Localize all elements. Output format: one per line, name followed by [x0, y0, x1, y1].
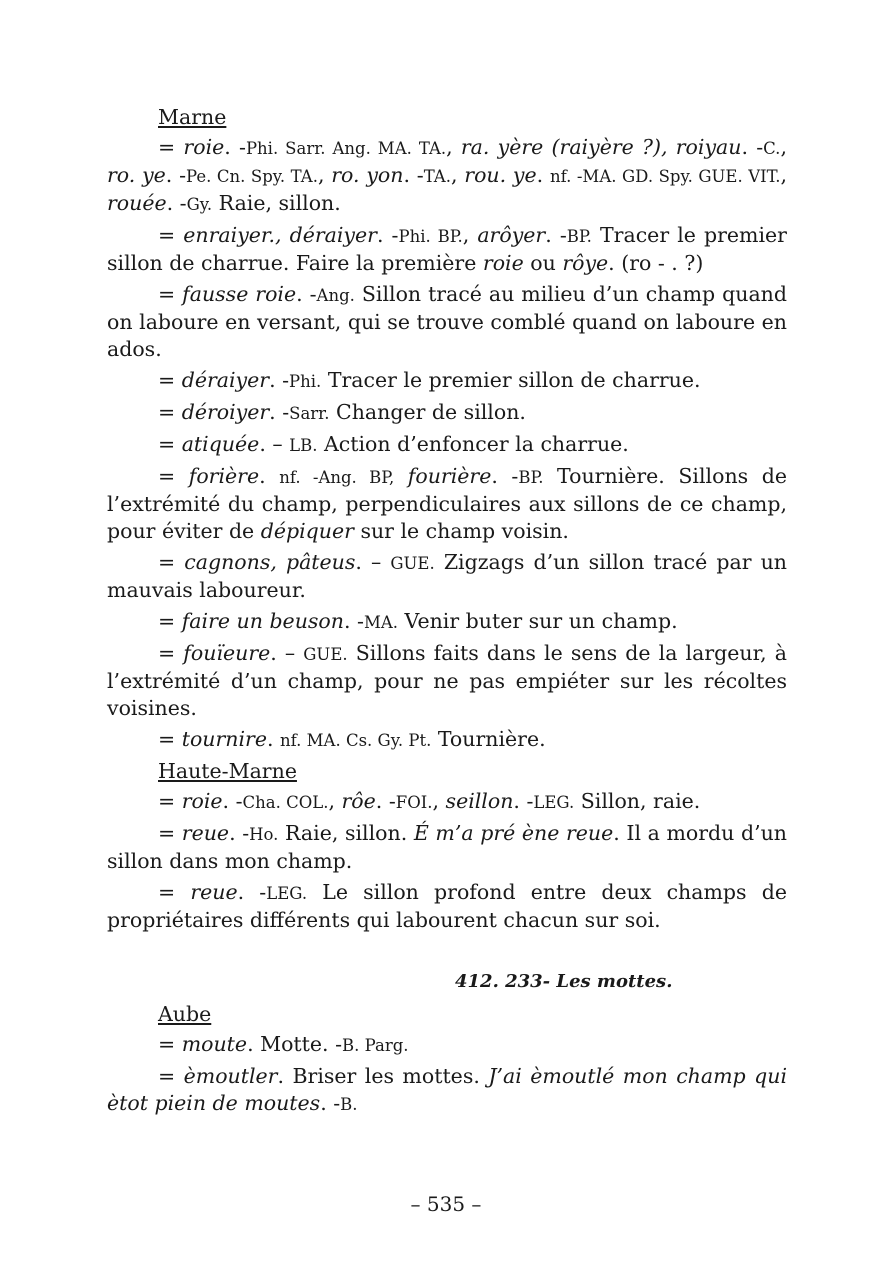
entry-reue-leg: = reue. -LEG. Le sillon profond entre deux champs de propriétaires différents qui labourent chacun sur soi.	[107, 880, 787, 932]
entry-roie: = roie. -Phi. Sarr. Ang. MA. TA., ra. yère (raiyère ?), roiyau. -C., ro. ye. -Pe. Cn. Spy. TA., ro. yon. -TA., rou. ye. nf. -MA. GD. Spy. GUE. VIT., rouée. -Gy. Raie, sillon.	[107, 135, 787, 215]
entry-moute: = moute. Motte. -B. Parg.	[158, 1032, 409, 1056]
entry-cagnons: = cagnons, pâteus. – GUE. Zigzags d’un sillon tracé par un mauvais laboureur.	[107, 550, 787, 602]
section-title: 412. 233- Les mottes.	[455, 971, 673, 992]
region-heading-marne: Marne	[158, 105, 227, 129]
entry-faire-un-beuson: = faire un beuson. -MA. Venir buter sur un champ.	[158, 609, 678, 633]
entry-tournire: = tournire. nf. MA. Cs. Gy. Pt. Tournière.	[158, 727, 546, 751]
entry-deroiyer: = déroiyer. -Sarr. Changer de sillon.	[158, 400, 526, 424]
entry-enraiyer: = enraiyer., déraiyer. -Phi. BP., arôyer. -BP. Tracer le premier sillon de charrue. Faire la première roie ou rôye. (ro - . ?)	[107, 223, 787, 275]
document-page	[107, 104, 787, 1122]
entry-roie-haute-marne: = roie. -Cha. COL., rôe. -FOI., seillon. -LEG. Sillon, raie.	[158, 789, 701, 813]
region-heading-haute-marne: Haute-Marne	[158, 759, 297, 783]
entry-deraiyer: = déraiyer. -Phi. Tracer le premier sillon de charrue.	[158, 368, 701, 392]
page-number: – 535 –	[410, 1192, 482, 1216]
entry-fausse-roie: = fausse roie. -Ang. Sillon tracé au milieu d’un champ quand on laboure en versant, qui se trouve comblé quand on laboure en ados.	[107, 282, 787, 361]
entry-reue-ho: = reue. -Ho. Raie, sillon. É m’a pré ène reue. Il a mordu d’un sillon dans mon champ.	[107, 821, 787, 873]
entry-emoutler: = èmoutler. Briser les mottes. J’ai èmoutlé mon champ qui ètot piein de moutes. -B.	[107, 1064, 787, 1115]
region-heading-aube: Aube	[158, 1002, 212, 1026]
entry-fouieure: = fouïeure. – GUE. Sillons faits dans le sens de la largeur, à l’extrémité d’un champ, pour ne pas empiéter sur les récoltes voisines.	[107, 641, 787, 720]
entry-foriere: = forière. nf. -Ang. BP, fourière. -BP. Tournière. Sillons de l’extrémité du champ, perpendiculaires aux sillons de ce champ, pour éviter de dépiquer sur le champ voisin.	[107, 464, 787, 543]
entry-atiquee: = atiquée. – LB. Action d’enfoncer la charrue.	[158, 432, 629, 456]
